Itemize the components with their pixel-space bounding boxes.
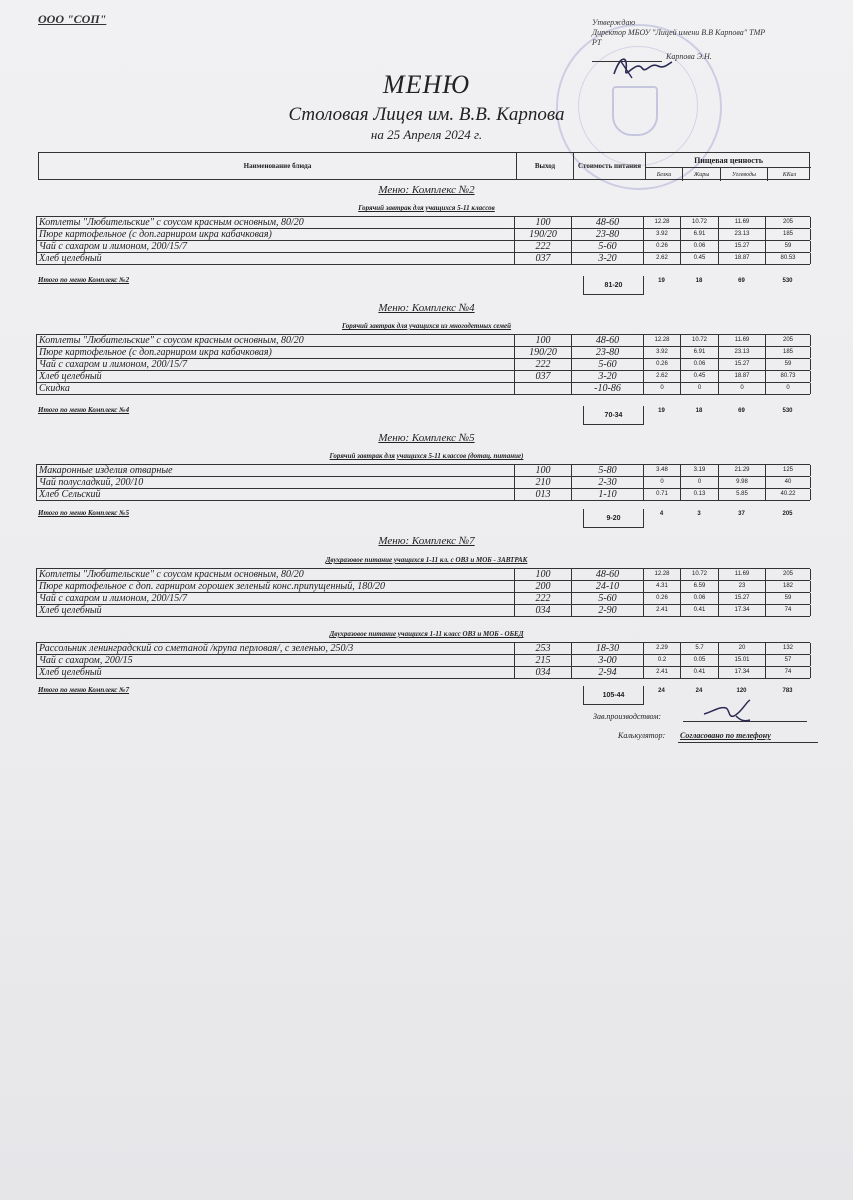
dish-proteins: 3.48: [644, 465, 681, 476]
header-carbs: Углеводы: [721, 167, 768, 181]
dish-proteins: 0.2: [644, 655, 681, 666]
dish-fats: 6.91: [681, 229, 719, 240]
dish-name: Хлеб целебный: [37, 667, 515, 678]
dish-name: Макаронные изделия отварные: [37, 465, 515, 476]
page-subtitle: Столовая Лицея им. В.В. Карпова: [288, 104, 565, 125]
dish-proteins: 2.41: [644, 605, 681, 616]
dish-cost: 1-10: [572, 489, 644, 500]
menu-table: [36, 334, 810, 395]
dish-kcal: 59: [766, 593, 811, 604]
dish-kcal: 0: [766, 383, 811, 394]
dish-name: Чай с сахаром, 200/15: [37, 655, 515, 666]
table-row: [37, 477, 810, 489]
dish-carbs: 20: [719, 643, 766, 654]
table-header: [38, 152, 810, 180]
dish-carbs: 17.34: [719, 667, 766, 678]
dish-fats: 0.06: [681, 359, 719, 370]
dish-output: 222: [515, 359, 572, 370]
dish-output: 200: [515, 581, 572, 592]
table-row: [37, 465, 810, 477]
menu-table: [36, 464, 810, 501]
header-cost: Стоимость питания: [574, 153, 646, 179]
dish-cost: 24-10: [572, 581, 644, 592]
dish-name: Котлеты "Любительские" с соусом красным основным, 80/20: [37, 217, 515, 228]
dish-fats: 3.19: [681, 465, 719, 476]
dish-output: 253: [515, 643, 572, 654]
menu-date: на 25 Апреля 2024 г.: [370, 127, 483, 142]
dish-proteins: 2.62: [644, 253, 681, 264]
section-total: [36, 406, 810, 420]
header-nutrition: Пищевая ценность: [694, 155, 763, 165]
approval-line2: Директор МБОУ "Лицей имени В.В Карпова" ТМР: [592, 28, 766, 37]
dish-fats: 10.72: [681, 217, 719, 228]
table-row: [37, 347, 810, 359]
section-total: [36, 686, 810, 700]
dish-fats: 6.59: [681, 581, 719, 592]
dish-name: Котлеты "Любительские" с соусом красным основным, 80/20: [37, 569, 515, 580]
total-label: Итого по меню Комплекс №5: [38, 509, 130, 517]
dish-kcal: 205: [766, 217, 811, 228]
subsection-title: Горячий завтрак для учащихся из многодетных семей: [341, 322, 512, 330]
total-proteins: 4: [659, 511, 664, 517]
table-row: [37, 241, 810, 253]
dish-kcal: 40: [766, 477, 811, 488]
dish-name: Хлеб Сельский: [37, 489, 515, 500]
total-label: Итого по меню Комплекс №7: [38, 686, 130, 694]
dish-carbs: 5.85: [719, 489, 766, 500]
dish-cost: 5-60: [572, 593, 644, 604]
table-row: [37, 667, 810, 679]
dish-carbs: 15.27: [719, 241, 766, 252]
table-row: [37, 581, 810, 593]
calculator-value: Согласовано по телефону: [680, 731, 771, 740]
dish-cost: 2-30: [572, 477, 644, 488]
approval-line1: Утверждаю: [592, 18, 636, 27]
dish-proteins: 0.26: [644, 241, 681, 252]
dish-kcal: 80.53: [766, 253, 811, 264]
dish-carbs: 18.87: [719, 253, 766, 264]
dish-output: [515, 383, 572, 394]
dish-name: Чай с сахаром и лимоном, 200/15/7: [37, 593, 515, 604]
dish-kcal: 40.22: [766, 489, 811, 500]
dish-cost: 48-60: [572, 569, 644, 580]
dish-fats: 0.41: [681, 605, 719, 616]
dish-kcal: 205: [766, 335, 811, 346]
dish-fats: 0.06: [681, 593, 719, 604]
subsection-title: Горячий завтрак для учащихся 5-11 классов (дотац. питание): [329, 452, 524, 460]
header-kcal: ККал: [768, 167, 811, 181]
total-carbs: 120: [736, 688, 747, 694]
dish-cost: 48-60: [572, 217, 644, 228]
dish-cost: 3-00: [572, 655, 644, 666]
calculator-label: Калькулятор:: [618, 731, 666, 740]
table-row: [37, 383, 810, 395]
dish-carbs: 15.01: [719, 655, 766, 666]
header-name: Наименование блюда: [39, 153, 517, 179]
manager-label: Зав.производством:: [593, 712, 662, 721]
dish-kcal: 74: [766, 605, 811, 616]
dish-output: 190/20: [515, 229, 572, 240]
section-total: [36, 509, 810, 523]
dish-proteins: 3.92: [644, 229, 681, 240]
menu-table: [36, 216, 810, 265]
approval-signer: Карпова Э.Н.: [666, 52, 712, 61]
dish-proteins: 12.28: [644, 569, 681, 580]
table-row: [37, 569, 810, 581]
dish-carbs: 9.98: [719, 477, 766, 488]
header-proteins: Белки: [646, 167, 683, 181]
dish-fats: 0.13: [681, 489, 719, 500]
dish-carbs: 21.29: [719, 465, 766, 476]
dish-carbs: 15.27: [719, 593, 766, 604]
dish-carbs: 23: [719, 581, 766, 592]
dish-carbs: 11.69: [719, 335, 766, 346]
subsection-title: Двухразовое питание учащихся 1-11 класс ОВЗ и МОБ - ОБЕД: [329, 630, 524, 638]
dish-carbs: 23.13: [719, 229, 766, 240]
dish-name: Хлеб целебный: [37, 371, 515, 382]
dish-carbs: 15.27: [719, 359, 766, 370]
total-cost: 81-20: [583, 276, 644, 295]
dish-cost: 18-30: [572, 643, 644, 654]
dish-fats: 0: [681, 383, 719, 394]
table-row: [37, 359, 810, 371]
dish-fats: 0.05: [681, 655, 719, 666]
table-row: [37, 655, 810, 667]
table-row: [37, 229, 810, 241]
page-title: МЕНЮ: [382, 70, 471, 99]
dish-carbs: 17.34: [719, 605, 766, 616]
dish-kcal: 80.73: [766, 371, 811, 382]
dish-output: 222: [515, 593, 572, 604]
approval-line3: РТ: [592, 38, 602, 47]
dish-proteins: 2.41: [644, 667, 681, 678]
dish-cost: 2-94: [572, 667, 644, 678]
total-proteins: 24: [658, 688, 665, 694]
dish-kcal: 59: [766, 241, 811, 252]
total-cost: 105-44: [583, 686, 644, 705]
dish-name: Рассольник ленинградский со сметаной /крупа перловая/, с зеленью, 250/3: [37, 643, 515, 654]
dish-output: 100: [515, 217, 572, 228]
table-row: [37, 643, 810, 655]
dish-output: 215: [515, 655, 572, 666]
dish-name: Скидка: [37, 383, 515, 394]
dish-proteins: 0.71: [644, 489, 681, 500]
dish-output: 210: [515, 477, 572, 488]
table-row: [37, 605, 810, 617]
total-fats: 3: [697, 511, 701, 517]
subsection-title: Двухразовое питание учащихся 1-11 кл. с ОВЗ и МОБ - ЗАВТРАК: [325, 556, 528, 564]
dish-cost: 3-20: [572, 371, 644, 382]
dish-fats: 6.91: [681, 347, 719, 358]
total-kcal: 530: [782, 278, 793, 284]
manager-signature: [700, 694, 770, 726]
dish-proteins: 12.28: [644, 335, 681, 346]
dish-cost: 5-80: [572, 465, 644, 476]
dish-output: 222: [515, 241, 572, 252]
table-row: [37, 371, 810, 383]
table-row: [37, 593, 810, 605]
dish-kcal: 59: [766, 359, 811, 370]
dish-cost: 2-90: [572, 605, 644, 616]
dish-cost: 23-80: [572, 229, 644, 240]
dish-output: 037: [515, 371, 572, 382]
dish-cost: 5-60: [572, 359, 644, 370]
dish-carbs: 11.69: [719, 569, 766, 580]
total-fats: 18: [695, 408, 703, 414]
subsection-title: Горячий завтрак для учащихся 5-11 классов: [358, 204, 495, 212]
dish-kcal: 182: [766, 581, 811, 592]
table-row: [37, 253, 810, 265]
dish-cost: 48-60: [572, 335, 644, 346]
total-carbs: 69: [738, 408, 745, 414]
dish-name: Чай полусладкий, 200/10: [37, 477, 515, 488]
dish-output: 034: [515, 605, 572, 616]
total-kcal: 530: [782, 408, 793, 414]
section-total: [36, 276, 810, 290]
section-title: Меню: Комплекс №5: [378, 432, 475, 444]
dish-cost: 5-60: [572, 241, 644, 252]
menu-table: [36, 568, 810, 617]
dish-output: 100: [515, 465, 572, 476]
total-carbs: 37: [738, 511, 745, 517]
dish-kcal: 185: [766, 229, 811, 240]
dish-proteins: 0.26: [644, 593, 681, 604]
header-output: Выход: [517, 153, 574, 179]
dish-output: 034: [515, 667, 572, 678]
dish-carbs: 11.69: [719, 217, 766, 228]
dish-proteins: 0.26: [644, 359, 681, 370]
table-row: [37, 489, 810, 501]
table-row: [37, 217, 810, 229]
dish-kcal: 74: [766, 667, 811, 678]
table-row: [37, 335, 810, 347]
dish-fats: 0.41: [681, 667, 719, 678]
menu-table: [36, 642, 810, 679]
dish-fats: 0.45: [681, 371, 719, 382]
header-fats: Жиры: [683, 167, 721, 181]
total-kcal: 205: [782, 511, 793, 517]
calculator-line: [678, 741, 818, 743]
dish-kcal: 132: [766, 643, 811, 654]
total-label: Итого по меню Комплекс №4: [38, 406, 130, 414]
dish-name: Пюре картофельное (с доп.гарниром икра кабачковая): [37, 347, 515, 358]
dish-fats: 10.72: [681, 335, 719, 346]
total-proteins: 19: [658, 278, 665, 284]
dish-output: 100: [515, 569, 572, 580]
dish-output: 100: [515, 335, 572, 346]
section-title: Меню: Комплекс №2: [378, 184, 475, 196]
dish-proteins: 12.28: [644, 217, 681, 228]
dish-kcal: 125: [766, 465, 811, 476]
dish-name: Хлеб целебный: [37, 253, 515, 264]
dish-fats: 10.72: [681, 569, 719, 580]
total-cost: 70-34: [583, 406, 644, 425]
dish-output: 013: [515, 489, 572, 500]
dish-kcal: 205: [766, 569, 811, 580]
dish-proteins: 3.92: [644, 347, 681, 358]
section-title: Меню: Комплекс №7: [378, 535, 475, 547]
dish-proteins: 0: [644, 477, 681, 488]
dish-output: 037: [515, 253, 572, 264]
dish-name: Чай с сахаром и лимоном, 200/15/7: [37, 359, 515, 370]
dish-name: Пюре картофельное с доп. гарниром горошек зеленый конс.припущенный, 180/20: [37, 581, 515, 592]
dish-proteins: 2.62: [644, 371, 681, 382]
dish-fats: 0: [681, 477, 719, 488]
total-kcal: 783: [782, 688, 793, 694]
dish-kcal: 185: [766, 347, 811, 358]
dish-proteins: 0: [644, 383, 681, 394]
dish-name: Котлеты "Любительские" с соусом красным основным, 80/20: [37, 335, 515, 346]
dish-fats: 5.7: [681, 643, 719, 654]
total-label: Итого по меню Комплекс №2: [38, 276, 130, 284]
total-fats: 24: [695, 688, 703, 694]
total-cost: 9-20: [583, 509, 644, 528]
dish-cost: 23-80: [572, 347, 644, 358]
company-name: ООО "СОП": [38, 12, 107, 26]
dish-carbs: 23.13: [719, 347, 766, 358]
dish-cost: -10-86: [572, 383, 644, 394]
dish-name: Чай с сахаром и лимоном, 200/15/7: [37, 241, 515, 252]
dish-name: Хлеб целебный: [37, 605, 515, 616]
dish-output: 190/20: [515, 347, 572, 358]
dish-name: Пюре картофельное (с доп.гарниром икра кабачковая): [37, 229, 515, 240]
dish-kcal: 57: [766, 655, 811, 666]
dish-cost: 3-20: [572, 253, 644, 264]
dish-proteins: 2.29: [644, 643, 681, 654]
total-proteins: 19: [658, 408, 665, 414]
section-title: Меню: Комплекс №4: [378, 302, 475, 314]
dish-carbs: 18.87: [719, 371, 766, 382]
dish-fats: 0.45: [681, 253, 719, 264]
total-fats: 18: [695, 278, 703, 284]
dish-proteins: 4.31: [644, 581, 681, 592]
dish-fats: 0.06: [681, 241, 719, 252]
dish-carbs: 0: [719, 383, 766, 394]
total-carbs: 69: [738, 278, 745, 284]
